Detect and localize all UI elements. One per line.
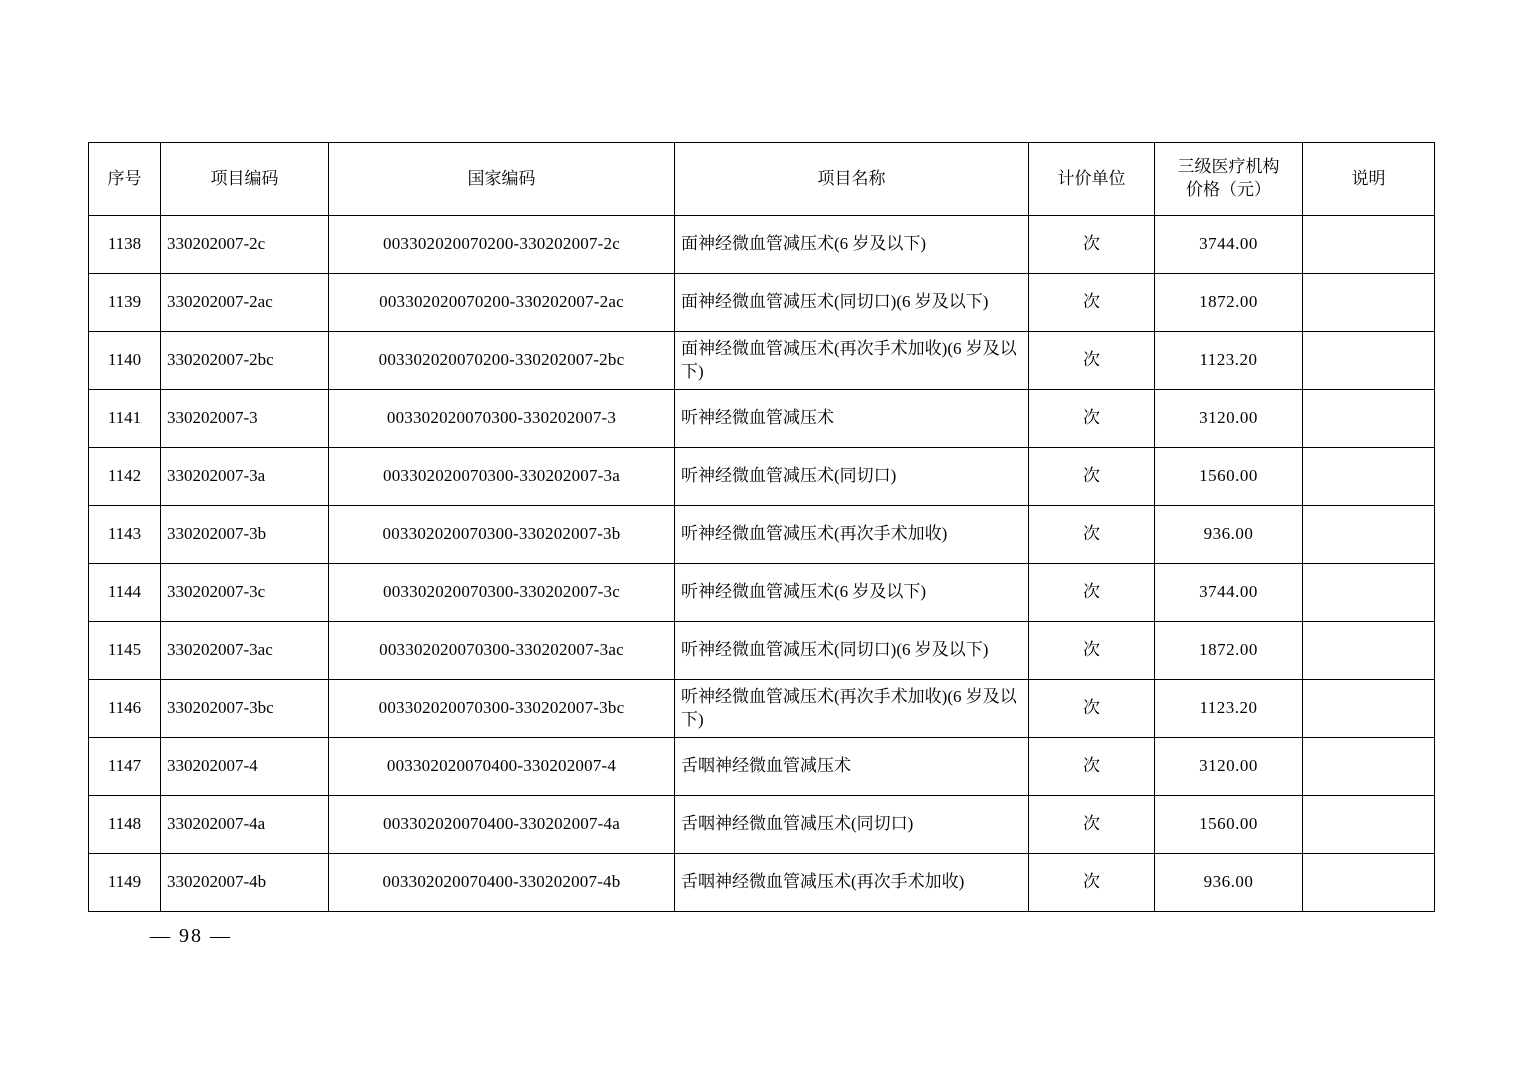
cell-seq: 1138 (89, 216, 161, 274)
cell-unit: 次 (1029, 564, 1155, 622)
cell-item-name: 听神经微血管减压术(同切口)(6 岁及以下) (675, 622, 1029, 680)
table-row (89, 738, 1435, 796)
cell-national-code: 003302020070400-330202007-4a (329, 796, 675, 854)
table-header (89, 143, 1435, 216)
cell-seq: 1139 (89, 274, 161, 332)
cell-seq: 1149 (89, 854, 161, 912)
cell-price: 936.00 (1155, 506, 1303, 564)
cell-price: 1123.20 (1155, 332, 1303, 390)
column-header-item-name: 项目名称 (675, 143, 1029, 216)
cell-item-code: 330202007-4 (161, 738, 329, 796)
cell-note (1303, 216, 1435, 274)
table-row (89, 622, 1435, 680)
cell-unit: 次 (1029, 216, 1155, 274)
cell-unit: 次 (1029, 680, 1155, 738)
cell-seq: 1141 (89, 390, 161, 448)
cell-price: 1872.00 (1155, 274, 1303, 332)
cell-item-name: 舌咽神经微血管减压术(再次手术加收) (675, 854, 1029, 912)
cell-national-code: 003302020070200-330202007-2bc (329, 332, 675, 390)
cell-national-code: 003302020070200-330202007-2c (329, 216, 675, 274)
cell-seq: 1142 (89, 448, 161, 506)
column-header-price-line1: 三级医疗机构 (1177, 157, 1280, 177)
table-row (89, 390, 1435, 448)
cell-price: 1872.00 (1155, 622, 1303, 680)
table-row (89, 680, 1435, 738)
cell-note (1303, 506, 1435, 564)
cell-item-name: 听神经微血管减压术(再次手术加收) (675, 506, 1029, 564)
column-header-item-code: 项目编码 (161, 143, 329, 216)
cell-seq: 1140 (89, 332, 161, 390)
column-header-unit: 计价单位 (1029, 143, 1155, 216)
cell-item-name: 面神经微血管减压术(6 岁及以下) (675, 216, 1029, 274)
cell-seq: 1148 (89, 796, 161, 854)
cell-seq: 1144 (89, 564, 161, 622)
cell-item-name: 听神经微血管减压术 (675, 390, 1029, 448)
table-row (89, 216, 1435, 274)
column-header-note: 说明 (1303, 143, 1435, 216)
cell-national-code: 003302020070200-330202007-2ac (329, 274, 675, 332)
cell-unit: 次 (1029, 738, 1155, 796)
cell-item-name: 听神经微血管减压术(再次手术加收)(6 岁及以下) (675, 680, 1029, 738)
cell-item-name: 听神经微血管减压术(6 岁及以下) (675, 564, 1029, 622)
table-row (89, 564, 1435, 622)
cell-note (1303, 564, 1435, 622)
cell-price: 1560.00 (1155, 448, 1303, 506)
cell-item-code: 330202007-3c (161, 564, 329, 622)
cell-price: 3744.00 (1155, 564, 1303, 622)
cell-seq: 1145 (89, 622, 161, 680)
cell-item-name: 面神经微血管减压术(再次手术加收)(6 岁及以下) (675, 332, 1029, 390)
table-row (89, 854, 1435, 912)
cell-item-code: 330202007-3bc (161, 680, 329, 738)
cell-item-code: 330202007-3ac (161, 622, 329, 680)
cell-item-code: 330202007-4b (161, 854, 329, 912)
cell-price: 3120.00 (1155, 738, 1303, 796)
cell-item-name: 听神经微血管减压术(同切口) (675, 448, 1029, 506)
cell-note (1303, 332, 1435, 390)
cell-seq: 1147 (89, 738, 161, 796)
cell-note (1303, 738, 1435, 796)
cell-item-code: 330202007-2c (161, 216, 329, 274)
cell-item-code: 330202007-3b (161, 506, 329, 564)
cell-unit: 次 (1029, 506, 1155, 564)
cell-seq: 1143 (89, 506, 161, 564)
medical-price-table (88, 142, 1435, 912)
cell-national-code: 003302020070400-330202007-4 (329, 738, 675, 796)
cell-note (1303, 680, 1435, 738)
cell-unit: 次 (1029, 448, 1155, 506)
cell-price: 1560.00 (1155, 796, 1303, 854)
cell-unit: 次 (1029, 332, 1155, 390)
cell-note (1303, 854, 1435, 912)
cell-item-code: 330202007-4a (161, 796, 329, 854)
cell-unit: 次 (1029, 796, 1155, 854)
cell-unit: 次 (1029, 622, 1155, 680)
cell-price: 3120.00 (1155, 390, 1303, 448)
cell-note (1303, 796, 1435, 854)
cell-item-name: 面神经微血管减压术(同切口)(6 岁及以下) (675, 274, 1029, 332)
table-row (89, 332, 1435, 390)
cell-national-code: 003302020070300-330202007-3bc (329, 680, 675, 738)
cell-unit: 次 (1029, 390, 1155, 448)
cell-price: 3744.00 (1155, 216, 1303, 274)
cell-unit: 次 (1029, 854, 1155, 912)
cell-note (1303, 274, 1435, 332)
cell-national-code: 003302020070300-330202007-3ac (329, 622, 675, 680)
table-header-row (89, 143, 1435, 216)
cell-national-code: 003302020070400-330202007-4b (329, 854, 675, 912)
table-row (89, 274, 1435, 332)
cell-seq: 1146 (89, 680, 161, 738)
table-row (89, 506, 1435, 564)
cell-national-code: 003302020070300-330202007-3b (329, 506, 675, 564)
cell-item-code: 330202007-2bc (161, 332, 329, 390)
column-header-national-code: 国家编码 (329, 143, 675, 216)
cell-item-code: 330202007-3a (161, 448, 329, 506)
column-header-seq: 序号 (89, 143, 161, 216)
cell-price: 1123.20 (1155, 680, 1303, 738)
cell-national-code: 003302020070300-330202007-3 (329, 390, 675, 448)
table-body (89, 216, 1435, 912)
table-row (89, 448, 1435, 506)
column-header-price-line2: 价格（元） (1186, 180, 1271, 199)
cell-item-name: 舌咽神经微血管减压术 (675, 738, 1029, 796)
cell-note (1303, 622, 1435, 680)
cell-unit: 次 (1029, 274, 1155, 332)
cell-item-code: 330202007-3 (161, 390, 329, 448)
cell-item-name: 舌咽神经微血管减压术(同切口) (675, 796, 1029, 854)
cell-item-code: 330202007-2ac (161, 274, 329, 332)
cell-price: 936.00 (1155, 854, 1303, 912)
page-number: — 98 — (150, 925, 232, 947)
column-header-price (1155, 143, 1303, 216)
cell-note (1303, 390, 1435, 448)
cell-note (1303, 448, 1435, 506)
table-row (89, 796, 1435, 854)
cell-national-code: 003302020070300-330202007-3c (329, 564, 675, 622)
cell-national-code: 003302020070300-330202007-3a (329, 448, 675, 506)
